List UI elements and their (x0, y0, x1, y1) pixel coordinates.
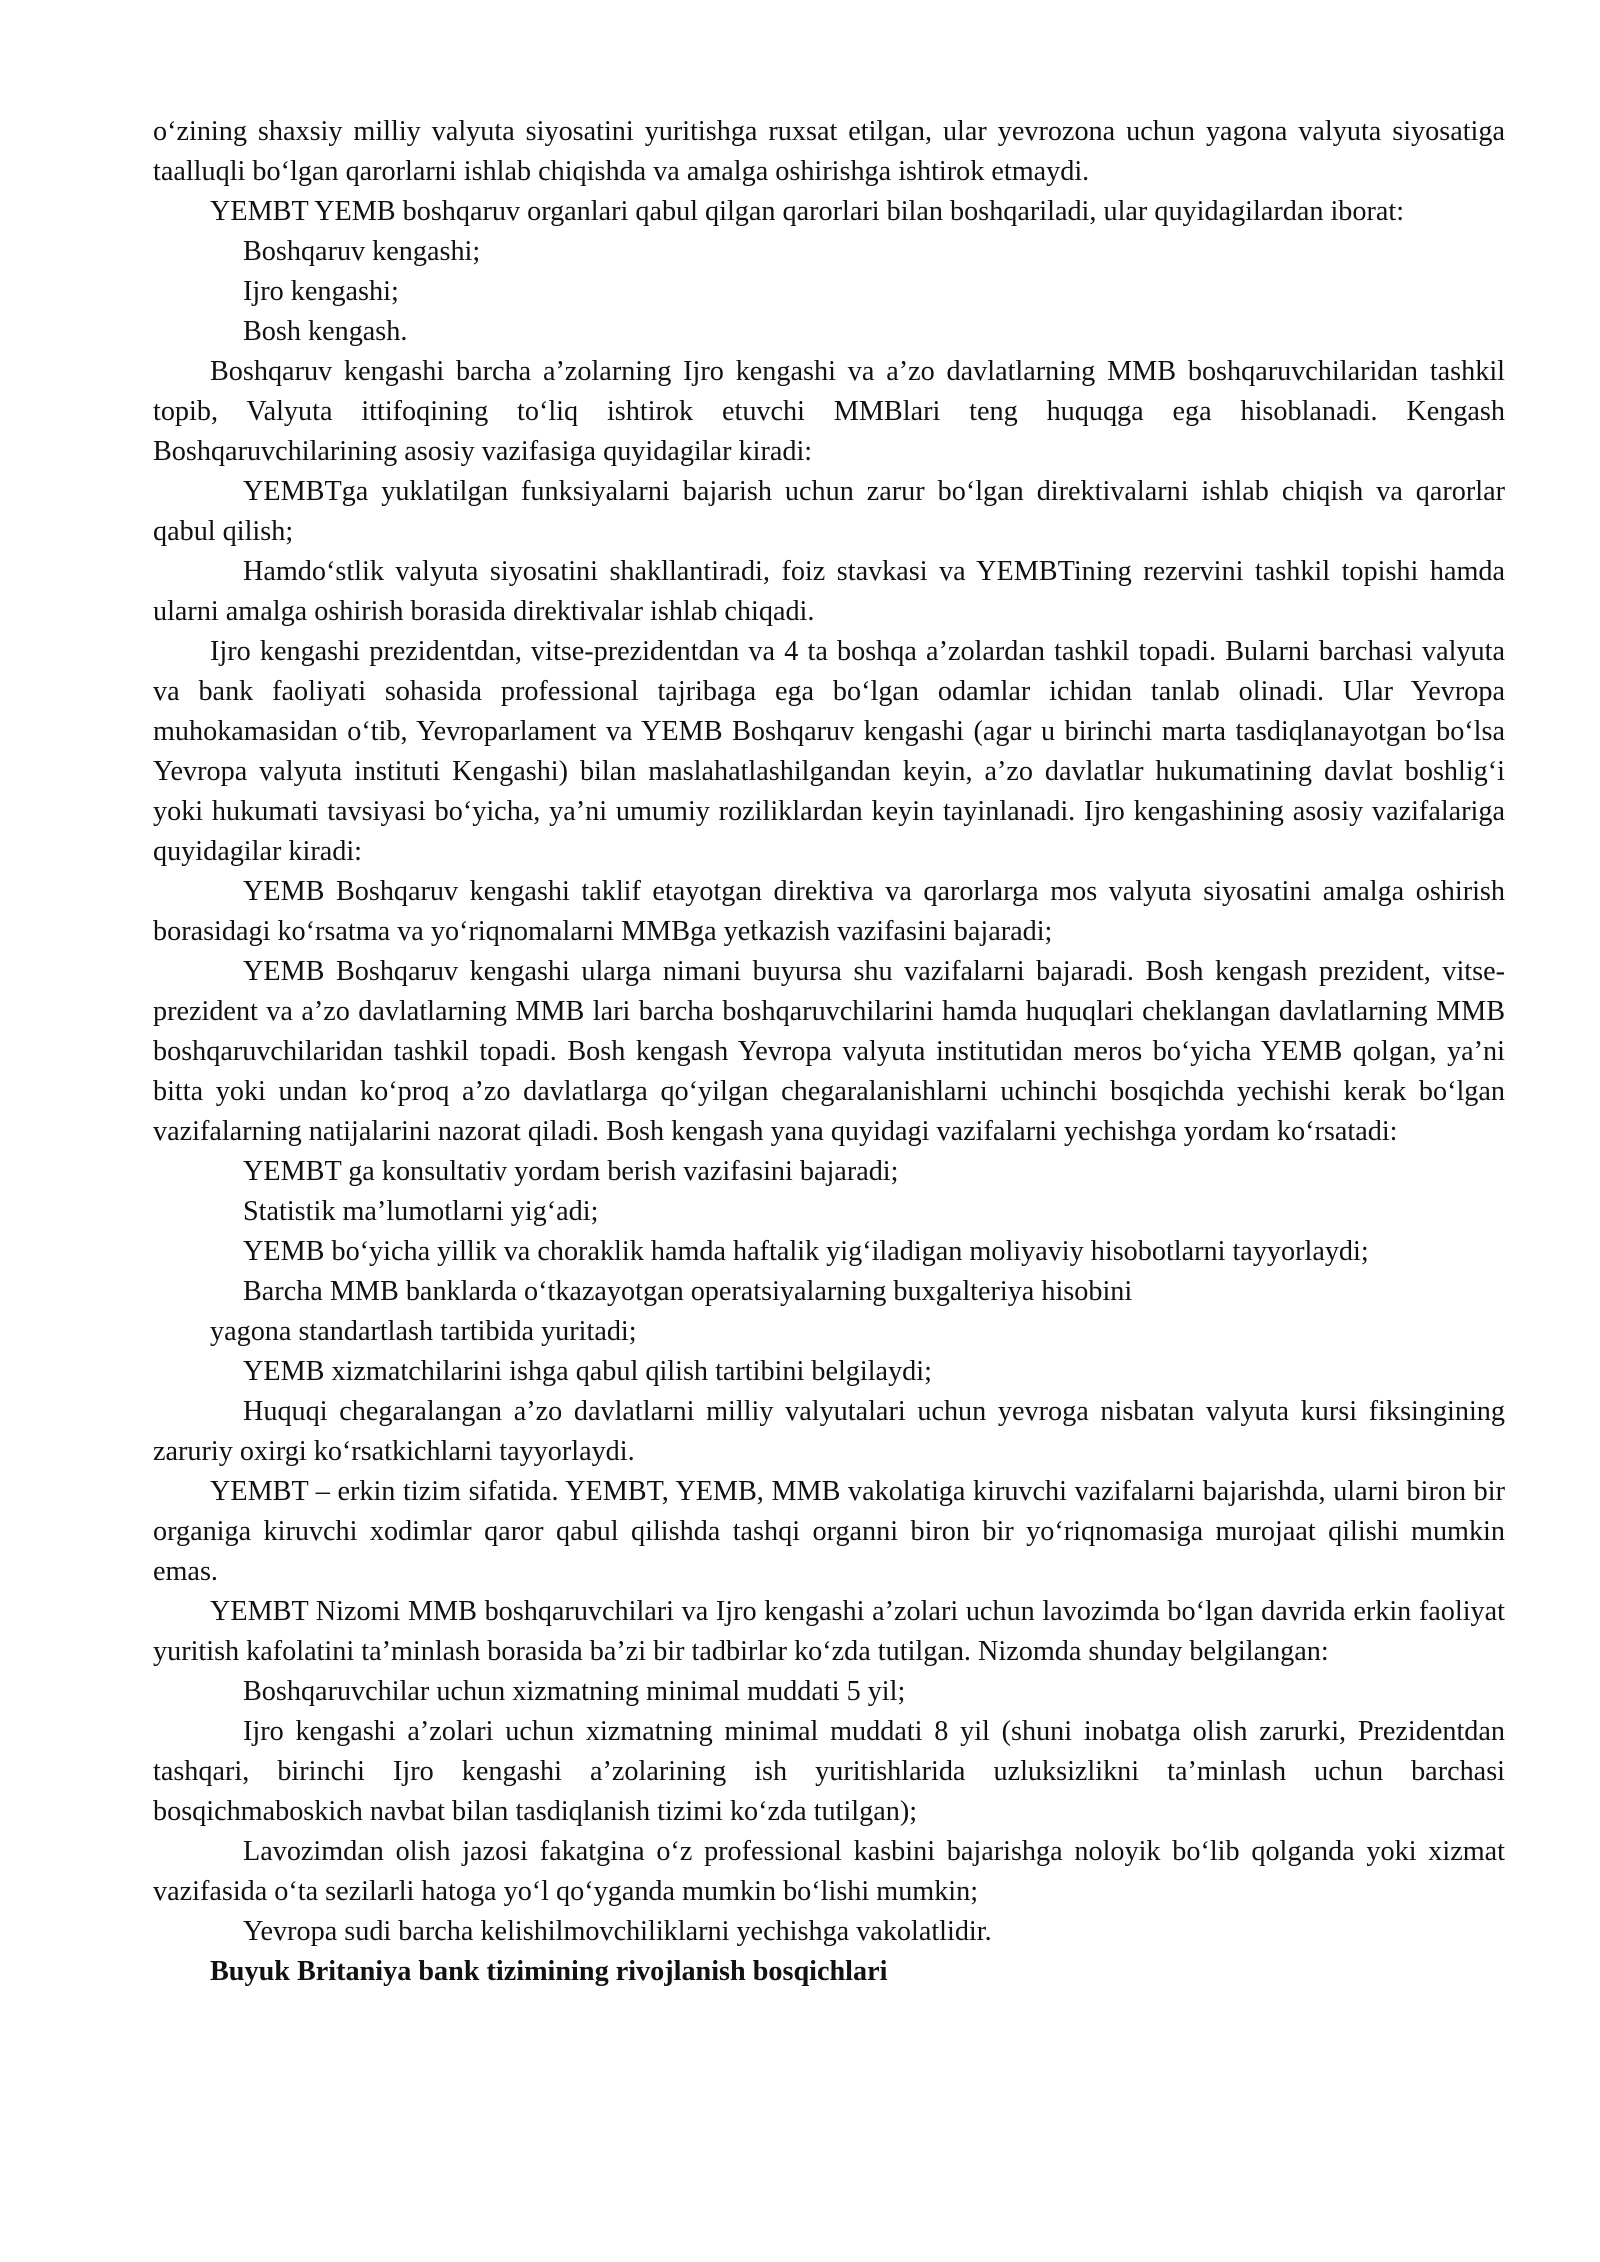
list-item: YEMB xizmatchilarini ishga qabul qilish tartibini belgilaydi; (243, 1356, 932, 1387)
list-item: YEMBTga yuklatilgan funksiyalarni bajarish uchun zarur bo‘lgan direktivalarni ishlab chiqish va qarorlar qabul qilish; (153, 476, 1505, 547)
list-item: YEMB Boshqaruv kengashi ularga nimani buyursa shu vazifalarni bajaradi. Bosh kengash prezident, vitse-prezident va a’zo davlatlarning MMB lari barcha boshqaruvchilarini hamda huquqlari cheklangan davlatlarning MMB boshqaruvchilaridan tashkil topadi. Bosh kengash Yevropa valyuta institutidan meros bo‘yicha YEMB qolgan, ya’ni bitta yoki undan ko‘proq a’zo davlatlarga qo‘yilgan chegaralanishlarni uchinchi bosqichda yechishi kerak bo‘lgan vazifalarning natijalarini nazorat qiladi. Bosh kengash yana quyidagi vazifalarni yechishga yordam ko‘rsatadi: (153, 956, 1505, 1147)
list-item: Boshqaruvchilar uchun xizmatning minimal muddati 5 yil; (243, 1676, 906, 1707)
list-item: Yevropa sudi barcha kelishilmovchiliklarni yechishga vakolatlidir. (243, 1916, 992, 1947)
list-item: Huquqi chegaralangan a’zo davlatlarni milliy valyutalari uchun yevroga nisbatan valyuta kursi fiksingining zaruriy oxirgi ko‘rsatkichlarni tayyorlaydi. (153, 1396, 1505, 1467)
list-item: Lavozimdan olish jazosi fakatgina o‘z professional kasbini bajarishga noloyik bo‘lib qolganda yoki xizmat vazifasida o‘ta sezilarli hatoga yo‘l qo‘yganda mumkin bo‘lishi mumkin; (153, 1836, 1505, 1907)
list-item: Barcha MMB banklarda o‘tkazayotgan operatsiyalarning buxgalteriya hisobini (243, 1276, 1133, 1307)
list-item: Ijro kengashi a’zolari uchun xizmatning minimal muddati 8 yil (shuni inobatga olish zarurki, Prezidentdan tashqari, birinchi Ijro kengashi a’zolarining ish yuritishlarida uzluksizlikni ta’minlash uchun barchasi bosqichmaboskich navbat bilan tasdiqlanish tizimi ko‘zda tutilgan); (153, 1716, 1505, 1827)
document-page (153, 112, 1505, 1992)
paragraph: YEMBT YEMB boshqaruv organlari qabul qilgan qarorlari bilan boshqariladi, ular quyidagilardan iborat: (210, 196, 1405, 227)
paragraph: YEMBT Nizomi MMB boshqaruvchilari va Ijro kengashi a’zolari uchun lavozimda bo‘lgan davrida erkin faoliyat yuritish kafolatini ta’minlash borasida ba’zi bir tadbirlar ko‘zda tutilgan. Nizomda shunday belgilangan: (153, 1596, 1505, 1667)
paragraph: o‘zining shaxsiy milliy valyuta siyosatini yuritishga ruxsat etilgan, ular yevrozona uchun yagona valyuta siyosatiga taalluqli bo‘lgan qarorlarni ishlab chiqishda va amalga oshirishga ishtirok etmaydi. (153, 116, 1505, 187)
list-item: Hamdo‘stlik valyuta siyosatini shakllantiradi, foiz stavkasi va YEMBTining rezervini tashkil topishi hamda ularni amalga oshirish borasida direktivalar ishlab chiqadi. (153, 556, 1505, 627)
paragraph: Ijro kengashi prezidentdan, vitse-prezidentdan va 4 ta boshqa a’zolardan tashkil topadi. Bularni barchasi valyuta va bank faoliyati sohasida professional tajribaga ega bo‘lgan odamlar ichidan tanlab olinadi. Ular Yevropa muhokamasidan o‘tib, Yevroparlament va YEMB Boshqaruv kengashi (agar u birinchi marta tasdiqlanayotgan bo‘lsa Yevropa valyuta instituti Kengashi) bilan maslahatlashilgandan keyin, a’zo davlatlar hukumatining davlat boshlig‘i yoki hukumati tavsiyasi bo‘yicha, ya’ni umumiy roziliklardan keyin tayinlanadi. Ijro kengashining asosiy vazifalariga quyidagilar kiradi: (153, 636, 1505, 867)
paragraph: Boshqaruv kengashi barcha a’zolarning Ijro kengashi va a’zo davlatlarning MMB boshqaruvchilaridan tashkil topib, Valyuta ittifoqining to‘liq ishtirok etuvchi MMBlari teng huquqga ega hisoblanadi. Kengash Boshqaruvchilarining asosiy vazifasiga quyidagilar kiradi: (153, 356, 1505, 467)
list-item: YEMB Boshqaruv kengashi taklif etayotgan direktiva va qarorlarga mos valyuta siyosatini amalga oshirish borasidagi ko‘rsatma va yo‘riqnomalarni MMBga yetkazish vazifasini bajaradi; (153, 876, 1505, 947)
list-item: YEMBT ga konsultativ yordam berish vazifasini bajaradi; (243, 1156, 899, 1187)
list-item: Ijro kengashi; (243, 276, 399, 307)
paragraph: YEMBT – erkin tizim sifatida. YEMBT, YEMB, MMB vakolatiga kiruvchi vazifalarni bajarishda, ularni biron bir organiga kiruvchi xodimlar qaror qabul qilishda tashqi organni biron bir yo‘riqnomasiga murojaat qilishi mumkin emas. (153, 1476, 1505, 1587)
list-item: YEMB bo‘yicha yillik va choraklik hamda haftalik yig‘iladigan moliyaviy hisobotlarni tayyorlaydi; (243, 1236, 1369, 1267)
list-item-continuation: yagona standartlash tartibida yuritadi; (210, 1316, 637, 1347)
list-item: Boshqaruv kengashi; (243, 236, 481, 267)
list-item: Bosh kengash. (243, 316, 408, 347)
section-heading: Buyuk Britaniya bank tizimining rivojlanish bosqichlari (210, 1956, 888, 1987)
list-item: Statistik ma’lumotlarni yig‘adi; (243, 1196, 599, 1227)
